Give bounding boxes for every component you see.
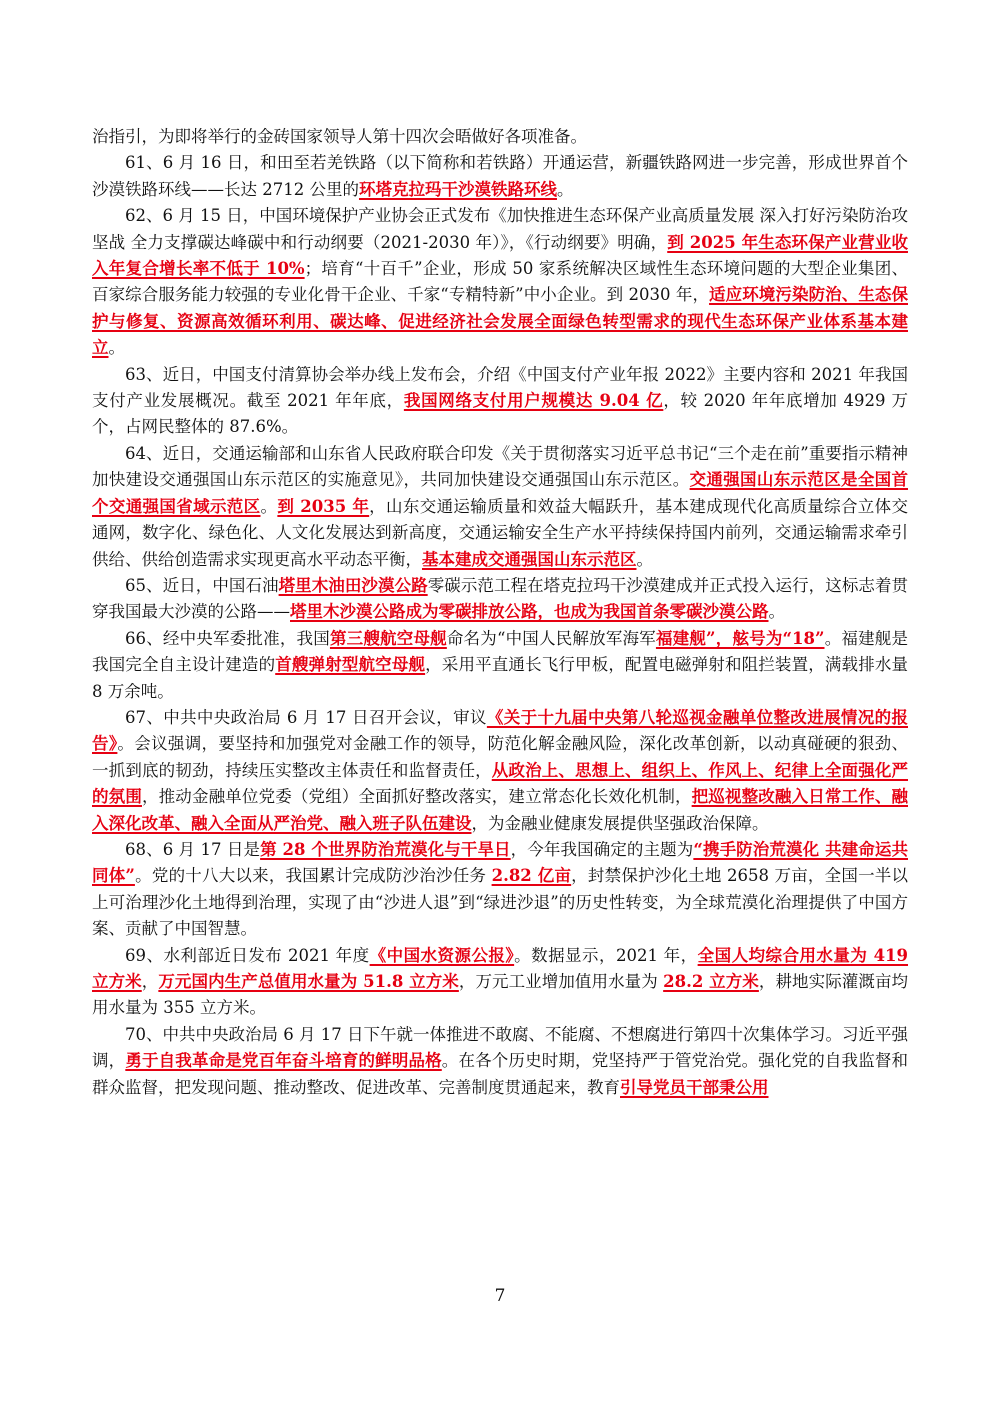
text-segment: 70、中共中央政治局 6 月 17 日下午就一体推进不敢腐、不能腐、不想腐进行第四十次集体学习。习近平强调，: [92, 1024, 908, 1071]
highlighted-key-point: 我国网络支付用户规模达 9.04 亿: [403, 391, 664, 411]
text-segment: ，耕地实际灌溉亩均用水量为 355 立方米。: [92, 972, 909, 1018]
news-item-paragraph: [92, 441, 908, 573]
highlighted-key-point: 2.82 亿亩: [491, 866, 572, 886]
news-item-paragraph: [92, 203, 908, 361]
article-body: [92, 124, 908, 1101]
highlighted-key-point: 交通强国山东示范区是全国首个交通强国省域示范区: [92, 470, 908, 516]
highlighted-key-point: 适应环境污染防治、生态保护与修复、资源高效循环利用、碳达峰、促进经济社会发展全面绿色转型需求的现代生态环保产业体系基本建立: [92, 285, 908, 358]
text-segment: 。: [556, 179, 574, 199]
text-segment: 零碳示范工程在塔克拉玛干沙漠建成并正式投入运行，这标志着贯穿我国最大沙漠的公路——: [92, 575, 909, 622]
text-segment: ，今年我国确定的主题为: [510, 839, 694, 859]
text-segment: 65、近日，中国石油: [125, 575, 279, 595]
text-segment: 命名为“中国人民解放军海军: [446, 628, 656, 648]
text-segment: 。福建舰是我国完全自主设计建造的: [92, 628, 909, 675]
text-segment: 。数据显示，2021 年，: [514, 945, 698, 965]
news-item-paragraph: [92, 943, 908, 1022]
text-segment: 。: [108, 338, 125, 358]
highlighted-key-point: 到 2025 年生态环保产业营业收入年复合增长率不低于 10%: [92, 232, 908, 279]
highlighted-key-point: 塔里木油田沙漠公路: [278, 575, 428, 595]
text-segment: ，较 2020 年年底增加 4929 万个，占网民整体的 87.6%。: [92, 391, 908, 437]
news-item-paragraph: [92, 362, 908, 441]
paragraph-continued: [92, 124, 908, 150]
text-segment: 。: [260, 496, 278, 516]
highlighted-key-point: 首艘弹射型航空母舰: [275, 655, 426, 675]
text-segment: 。: [768, 602, 785, 622]
text-segment: ，采用平直通长飞行甲板，配置电磁弹射和阻拦装置，满载排水量 8 万余吨。: [92, 655, 908, 701]
highlighted-key-point: 《中国水资源公报》: [369, 945, 515, 965]
news-item-paragraph: [92, 626, 908, 705]
highlighted-key-point: “携手防治荒漠化 共建命运共同体”: [92, 839, 908, 886]
highlighted-key-point: 基本建成交通强国山东示范区: [422, 549, 637, 569]
highlighted-key-point: 从政治上、思想上、组织上、作风上、纪律上全面强化严的氛围: [92, 760, 908, 807]
text-segment: ，: [141, 972, 159, 991]
news-item-paragraph: [92, 705, 908, 837]
text-segment: 68、6 月 17 日是: [125, 839, 261, 859]
highlighted-key-point: 把巡视整改融入日常工作、融入深化改革、融入全面从严治党、融入班子队伍建设: [92, 787, 908, 833]
text-segment: ；培育“十百千”企业，形成 50 家系统解决区域性生态环境问题的大型企业集团、百家综合服务能力较强的专业化骨干企业、千家“专精特新”中小企业。到 2030 年，: [92, 259, 908, 305]
text-segment: 64、近日，交通运输部和山东省人民政府联合印发《关于贯彻落实习近平总书记“三个走在前”重要指示精神加快建设交通强国山东示范区的实施意见》，共同加快建设交通强国山东示范区。: [92, 443, 908, 490]
highlighted-key-point: 引导党员干部秉公用: [620, 1077, 769, 1097]
highlighted-key-point: 28.2 立方米: [663, 972, 759, 991]
news-item-paragraph: [92, 150, 908, 203]
highlighted-key-point: 福建舰”，舷号为“18”: [655, 628, 825, 648]
news-item-paragraph: [92, 837, 908, 943]
highlighted-key-point: 环塔克拉玛干沙漠铁路环线: [358, 179, 557, 199]
text-segment: 治指引，为即将举行的金砖国家领导人第十四次会晤做好各项准备。: [92, 127, 587, 146]
highlighted-key-point: 第三艘航空母舰: [329, 628, 447, 648]
news-item-paragraph: [92, 1022, 908, 1101]
text-segment: ，山东交通运输质量和效益大幅跃升，基本建成现代化高质量综合立体交通网，数字化、绿色化、人文化发展达到新高度，交通运输安全生产水平持续保持国内前列，交通运输需求牵引供给、供给创造需求实现更高水平动态平衡，: [92, 496, 909, 569]
text-segment: 66、经中央军委批准，我国: [125, 628, 330, 648]
text-segment: ，封禁保护沙化土地 2658 万亩，全国一半以上可治理沙化土地得到治理，实现了由“沙进人退”到“绿进沙退”的历史性转变，为全球荒漠化治理提供了中国方案、贡献了中国智慧。: [92, 866, 908, 939]
highlighted-key-point: 到 2035 年: [277, 496, 370, 516]
text-segment: ，为金融业健康发展提供坚强政治保障。: [471, 813, 769, 833]
highlighted-key-point: 勇于自我革命是党百年奋斗培育的鲜明品格: [125, 1051, 442, 1071]
text-segment: 。会议强调，要坚持和加强党对金融工作的领导，防范化解金融风险，深化改革创新，以动真碰硬的狠劲、一抓到底的韧劲，持续压实整改主体责任和监督责任，: [92, 734, 908, 780]
text-segment: 。在各个历史时期，党坚持严于管党治党。强化党的自我监督和群众监督，把发现问题、推动整改、促进改革、完善制度贯通起来，教育: [92, 1051, 908, 1097]
news-item-paragraph: [92, 573, 908, 626]
page-number: 7: [494, 1286, 506, 1306]
highlighted-key-point: 《关于十九届中央第八轮巡视金融单位整改进展情况的报告》: [92, 707, 908, 754]
text-segment: ，推动金融单位党委（党组）全面抓好整改落实，建立常态化长效化机制，: [141, 787, 692, 807]
text-segment: 63、近日，中国支付清算协会举办线上发布会，介绍《中国支付产业年报 2022》主要内容和 2021 年我国支付产业发展概况。截至 2021 年年底，: [92, 364, 908, 411]
text-segment: ，万元工业增加值用水量为: [458, 972, 664, 991]
text-segment: 62、6 月 15 日，中国环境保护产业协会正式发布《加快推进生态环保产业高质量发展 深入打好污染防治攻坚战 全力支撑碳达峰碳中和行动纲要（2021-2030 年）》，《行动纲要》明确，: [92, 206, 908, 252]
text-segment: 61、6 月 16 日，和田至若羌铁路（以下简称和若铁路）开通运营，新疆铁路网进一步完善，形成世界首个沙漠铁路环线——长达 2712 公里的: [92, 153, 908, 199]
highlighted-key-point: 全国人均综合用水量为 419 立方米: [92, 945, 909, 991]
text-segment: 67、中共中央政治局 6 月 17 日召开会议，审议: [125, 707, 487, 727]
text-segment: 。党的十八大以来，我国累计完成防沙治沙任务: [134, 866, 492, 886]
highlighted-key-point: 第 28 个世界防治荒漠化与干旱日: [260, 839, 511, 859]
text-segment: 。: [636, 549, 653, 569]
highlighted-key-point: 万元国内生产总值用水量为 51.8 立方米: [158, 972, 459, 991]
text-segment: 69、水利部近日发布 2021 年度: [125, 945, 370, 965]
highlighted-key-point: 塔里木沙漠公路成为零碳排放公路，也成为我国首条零碳沙漠公路: [290, 602, 769, 622]
